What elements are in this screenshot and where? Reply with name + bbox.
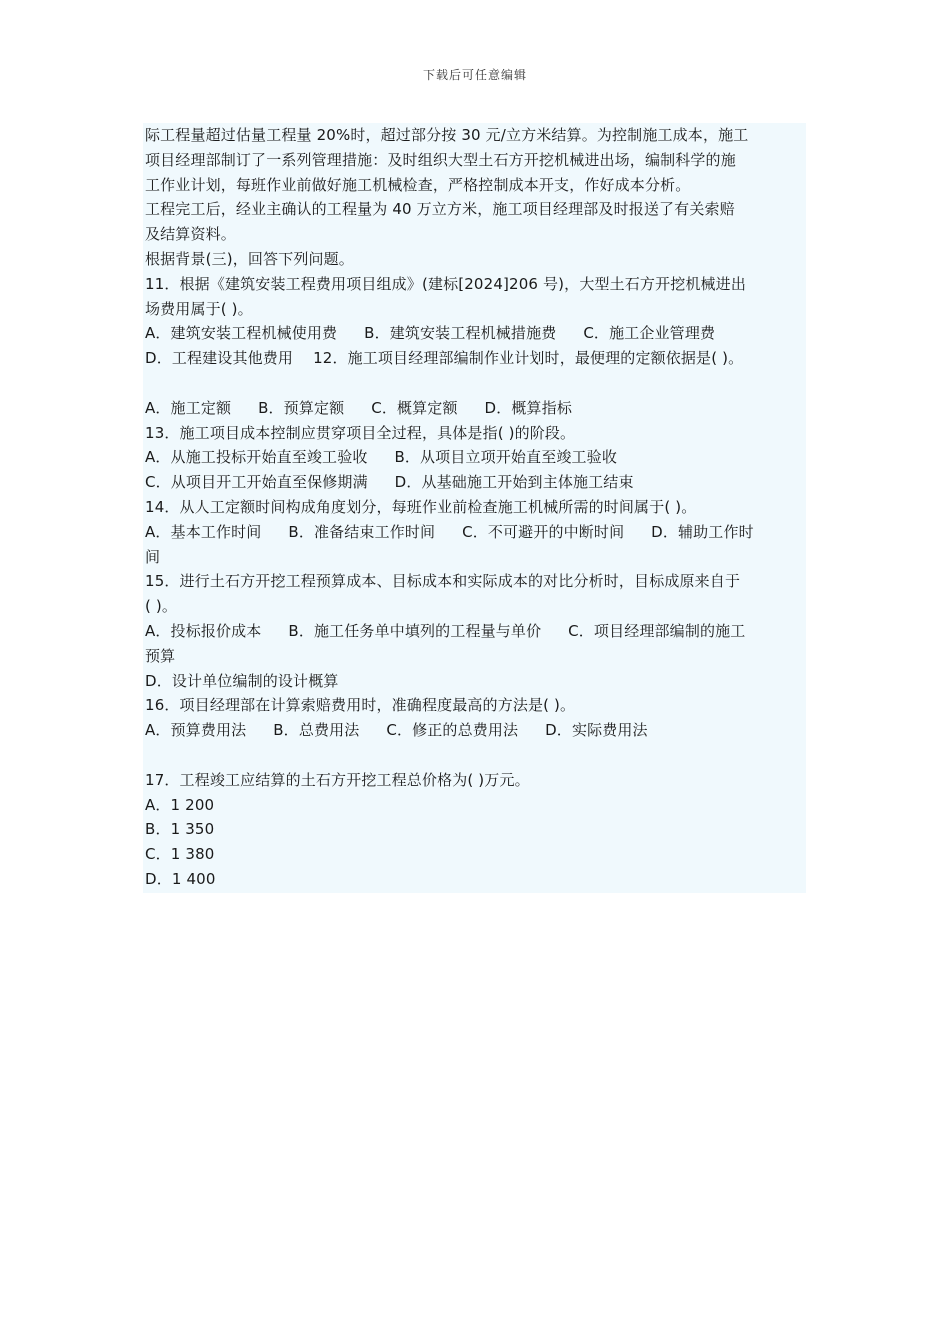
- question-15-option-c-cont: 预算: [145, 646, 176, 665]
- question-17-option-c: C．1 380: [145, 845, 215, 864]
- option-d: D．概算指标: [484, 398, 572, 417]
- option-d: D．实际费用法: [545, 721, 648, 740]
- option-b: B．施工任务单中填列的工程量与单价: [288, 621, 542, 640]
- option-d: D．工程建设其他费用: [145, 349, 294, 368]
- question-17-stem: 17．工程竣工应结算的土石方开挖工程总价格为( )万元。: [145, 770, 530, 789]
- document-body: [143, 123, 806, 893]
- intro-line: 及结算资料。: [145, 225, 236, 244]
- page-header: 下载后可任意编辑: [422, 68, 527, 82]
- question-16-stem: 16．项目经理部在计算索赔费用时，准确程度最高的方法是( )。: [145, 696, 576, 715]
- question-11-options: [145, 321, 804, 346]
- option-b: B．建筑安装工程机械措施费: [364, 324, 557, 343]
- question-17-option-b: B．1 350: [145, 820, 215, 839]
- question-15-stem-cont: ( )。: [145, 597, 178, 616]
- question-15-option-d: D．设计单位编制的设计概算: [145, 671, 339, 690]
- option-d: D．从基础施工开始到主体施工结束: [394, 473, 634, 492]
- option-c: C．修正的总费用法: [386, 721, 519, 740]
- option-c: C．概算定额: [371, 398, 458, 417]
- question-14-options: [145, 520, 804, 545]
- question-15-options: [145, 619, 804, 644]
- question-15-stem: 15．进行土石方开挖工程预算成本、目标成本和实际成本的对比分析时，目标成原来自于: [145, 572, 741, 591]
- intro-line: 工程完工后，经业主确认的工程量为 40 万立方米，施工项目经理部及时报送了有关索赔: [145, 200, 735, 219]
- question-16-options: [145, 718, 804, 743]
- option-b: B．预算定额: [258, 398, 345, 417]
- blank-line: [145, 743, 804, 768]
- option-a: A．基本工作时间: [145, 522, 262, 541]
- question-13-options-cd: [145, 470, 804, 495]
- option-c: C．施工企业管理费: [583, 324, 716, 343]
- option-c: C．不可避开的中断时间: [462, 522, 625, 541]
- option-a: A．建筑安装工程机械使用费: [145, 324, 338, 343]
- question-11-stem: 11．根据《建筑安装工程费用项目组成》(建标[2024]206 号)，大型土石方开挖机械进出: [145, 274, 746, 293]
- option-d: D．辅助工作时: [651, 522, 754, 541]
- question-11-stem-cont: 场费用属于( )。: [145, 299, 253, 318]
- question-11-12-line: [145, 346, 804, 371]
- option-b: B．准备结束工作时间: [288, 522, 436, 541]
- option-c: C．从项目开工开始直至保修期满: [145, 473, 368, 492]
- question-14-option-d-cont: 间: [145, 547, 161, 566]
- question-17-option-d: D．1 400: [145, 869, 216, 888]
- intro-line: 际工程量超过估量工程量 20%时，超过部分按 30 元/立方米结算。为控制施工成本，施工: [145, 126, 749, 144]
- question-14-stem: 14．从人工定额时间构成角度划分，每班作业前检查施工机械所需的时间属于( )。: [145, 497, 697, 516]
- question-13-options-ab: [145, 445, 804, 470]
- intro-line: 项目经理部制订了一系列管理措施：及时组织大型土石方开挖机械进出场，编制科学的施: [145, 150, 736, 169]
- question-17-option-a: A．1 200: [145, 795, 215, 814]
- option-c: C．项目经理部编制的施工: [568, 621, 746, 640]
- intro-line: 工作业计划，每班作业前做好施工机械检查，严格控制成本开支，作好成本分析。: [145, 175, 691, 194]
- option-b: B．从项目立项开始直至竣工验收: [394, 448, 617, 467]
- option-a: A．预算费用法: [145, 721, 247, 740]
- question-12-stem: 12．施工项目经理部编制作业计划时，最便理的定额依据是( )。: [313, 349, 744, 368]
- option-a: A．投标报价成本: [145, 621, 262, 640]
- question-13-stem: 13．施工项目成本控制应贯穿项目全过程，具体是指( )的阶段。: [145, 423, 576, 442]
- option-b: B．总费用法: [273, 721, 360, 740]
- intro-instruction: 根据背景(三)，回答下列问题。: [145, 249, 354, 268]
- option-a: A．施工定额: [145, 398, 232, 417]
- question-12-options: [145, 396, 804, 421]
- option-a: A．从施工投标开始直至竣工验收: [145, 448, 368, 467]
- blank-line: [145, 371, 804, 396]
